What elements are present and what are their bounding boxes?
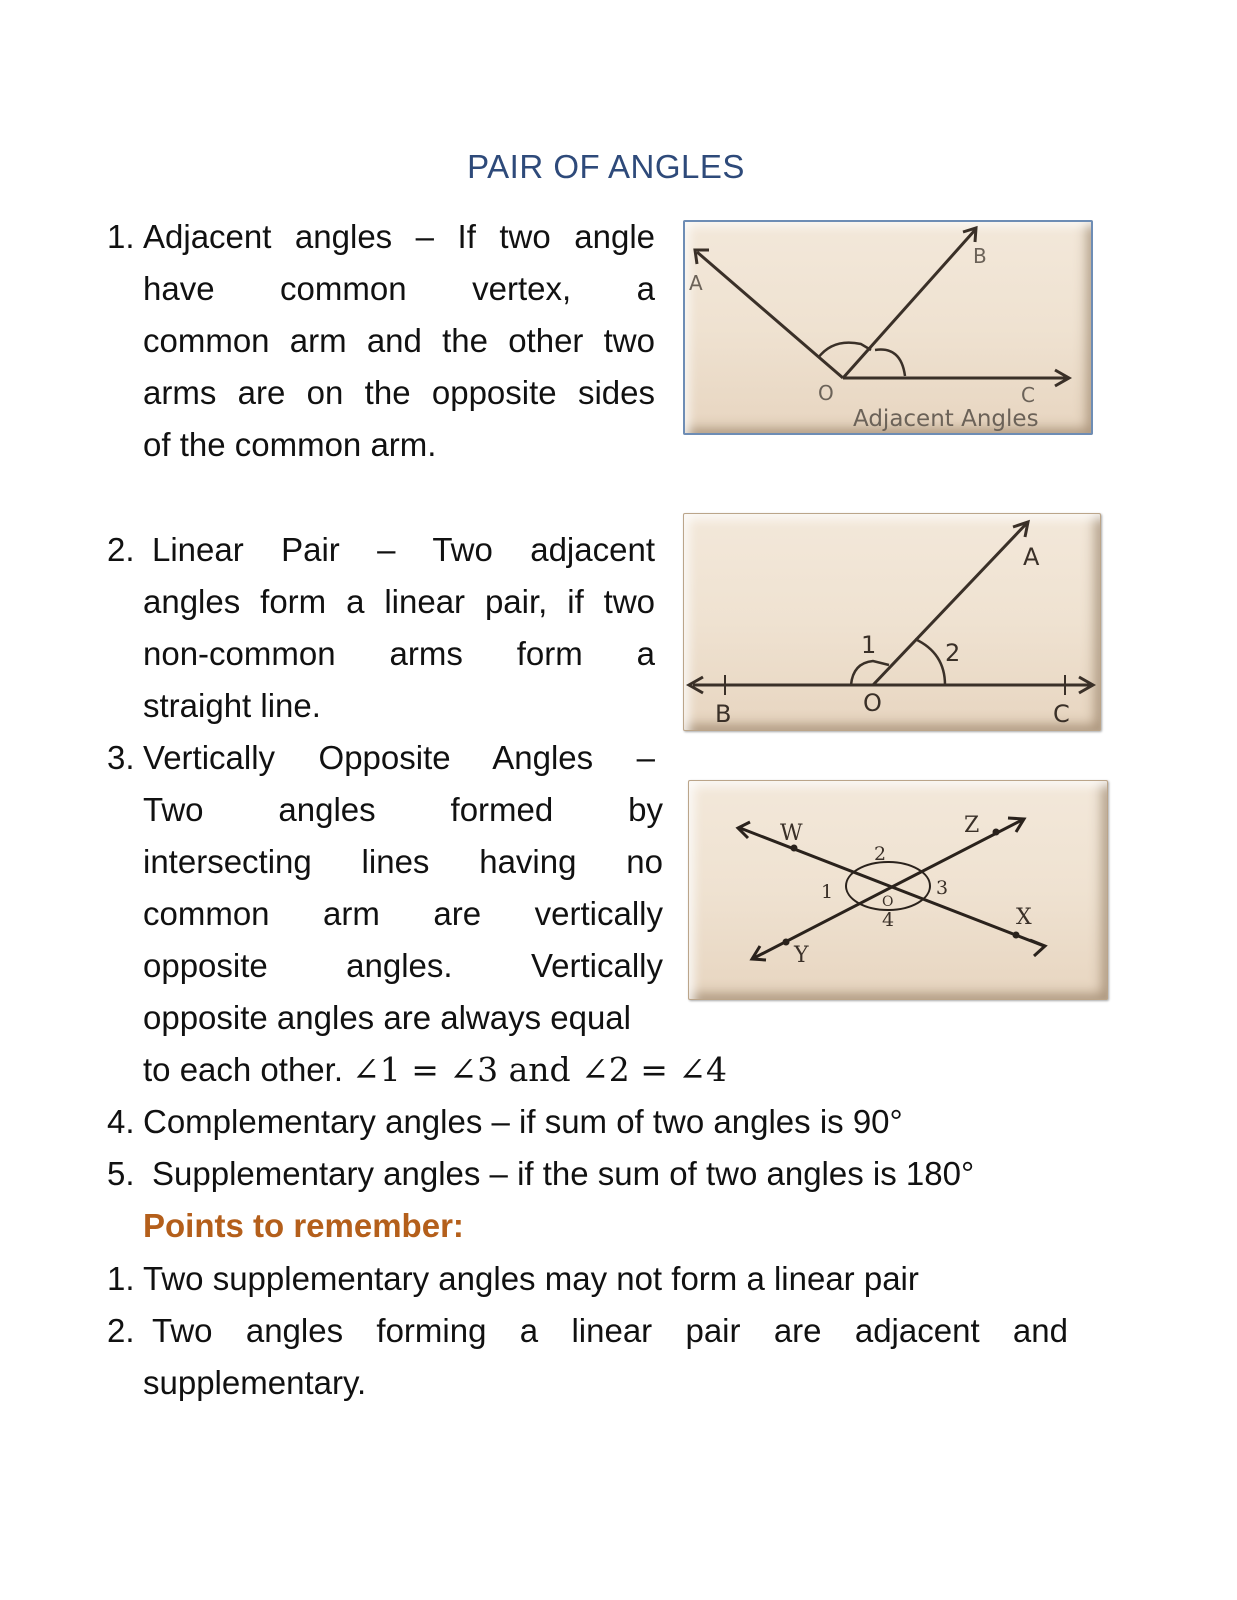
item-1-line-5: of the common arm. <box>143 426 437 463</box>
arrow-x-icon <box>1030 940 1045 956</box>
vertical-angles-figure <box>688 780 1108 1000</box>
adjacent-angles-diagram <box>683 220 1093 435</box>
item-3-line-2: Two angles formed by <box>143 791 663 828</box>
item-4-text: Complementary angles – if sum of two angles is 90° <box>143 1103 903 1140</box>
item-1-line-4: arms are on the opposite sides <box>143 374 655 411</box>
point-x <box>1013 932 1020 939</box>
item-2-line-1: Linear Pair – Two adjacent <box>152 531 655 568</box>
vertical-angles-diagram <box>688 780 1108 1000</box>
points-heading: Points to remember: <box>143 1207 464 1244</box>
label-y: Y <box>794 943 809 968</box>
point-2-number: 2. <box>107 1312 135 1349</box>
item-2-line-3: non-common arms form a <box>143 635 655 672</box>
label-o: O <box>818 381 834 405</box>
point-z <box>993 829 1000 836</box>
item-4-number: 4. <box>107 1103 135 1140</box>
label-a: A <box>1023 543 1040 571</box>
item-5-number: 5. <box>107 1155 135 1192</box>
item-3-line-5: opposite angles. Vertically <box>143 947 663 984</box>
item-1-number: 1. <box>107 218 135 255</box>
label-angle-3: 3 <box>936 877 949 899</box>
label-c: C <box>1021 383 1035 407</box>
item-1-line-2: have common vertex, a <box>143 270 655 307</box>
label-angle-1: 1 <box>821 881 834 903</box>
point-1-number: 1. <box>107 1260 135 1297</box>
label-angle-1: 1 <box>861 631 877 659</box>
label-x: X <box>1016 905 1032 930</box>
point-y <box>783 939 790 946</box>
point-2-line-1: Two angles forming a linear pair are adjacent and <box>152 1312 1068 1349</box>
page-title: PAIR OF ANGLES <box>467 148 745 185</box>
angle-equation: ∠1 = ∠3 and ∠2 = ∠4 <box>352 1050 728 1089</box>
point-1-text: Two supplementary angles may not form a linear pair <box>143 1260 919 1297</box>
label-b: B <box>973 244 987 268</box>
item-2-number: 2. <box>107 531 135 568</box>
label-a: A <box>689 271 703 295</box>
item-3-line-4: common arm are vertically <box>143 895 663 932</box>
item-3-line-3: intersecting lines having no <box>143 843 663 880</box>
angle-2-arc <box>915 639 945 685</box>
label-b: B <box>715 700 732 728</box>
linear-pair-figure <box>683 513 1101 731</box>
label-z: Z <box>964 813 980 838</box>
linear-pair-diagram <box>683 513 1101 731</box>
item-1-line-1: Adjacent angles – If two angle <box>143 218 655 255</box>
item-2-line-2: angles form a linear pair, if two <box>143 583 655 620</box>
label-c: C <box>1053 700 1070 728</box>
figure-caption: Adjacent Angles <box>853 406 1039 432</box>
item-3-line-6: opposite angles are always equal <box>143 999 631 1036</box>
arm-oa <box>697 252 843 378</box>
label-angle-2: 2 <box>874 843 887 865</box>
label-o: O <box>863 689 882 717</box>
arm-ob <box>843 230 975 378</box>
item-5-text: Supplementary angles – if the sum of two angles is 180° <box>152 1155 975 1192</box>
point-2-line-2: supplementary. <box>143 1364 367 1401</box>
item-1-line-3: common arm and the other two <box>143 322 655 359</box>
label-center: O <box>882 894 894 910</box>
item-3-line-7 <box>143 1044 727 1096</box>
item-3-last-line: to each other. <box>143 1051 343 1088</box>
item-3-number: 3. <box>107 739 135 776</box>
label-angle-4: 4 <box>882 909 895 931</box>
item-3-line-1: Vertically Opposite Angles – <box>143 739 655 776</box>
item-2-line-4: straight line. <box>143 687 321 724</box>
angle-boc-arc <box>875 350 905 376</box>
label-angle-2: 2 <box>945 639 961 667</box>
adjacent-angles-figure <box>683 220 1093 435</box>
label-w: W <box>780 821 803 846</box>
